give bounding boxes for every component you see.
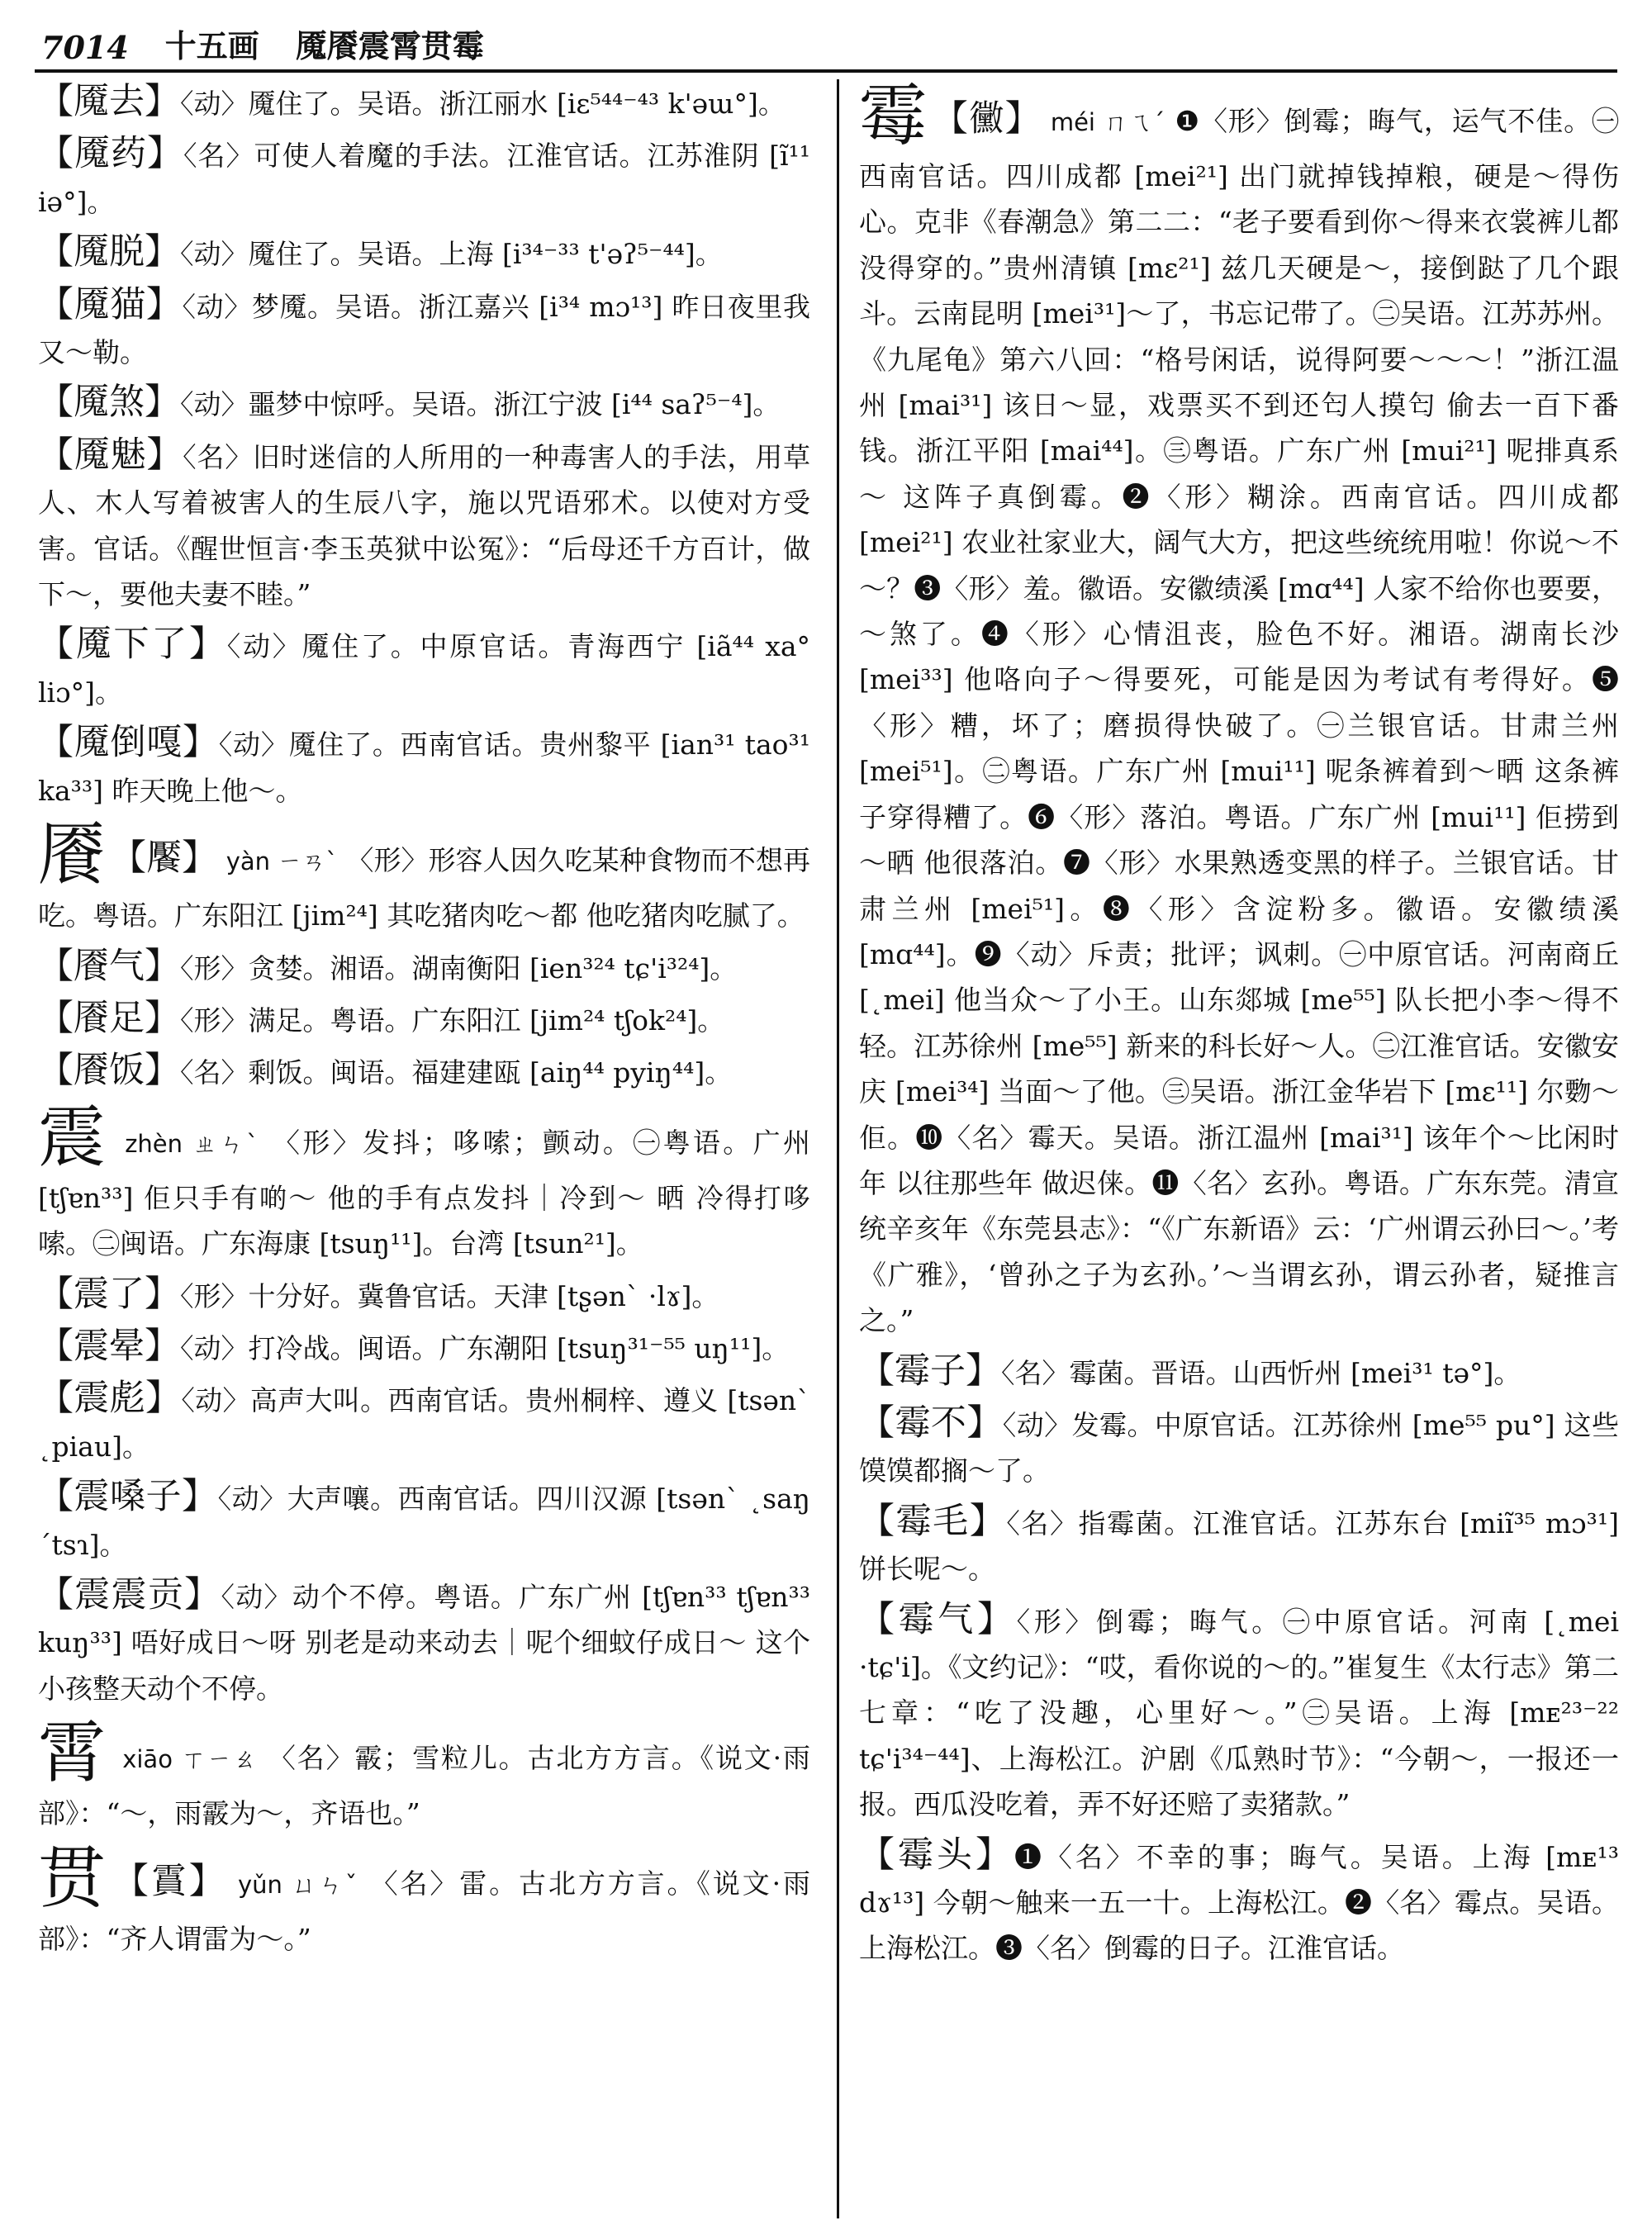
main-character: 贯 [38, 1839, 108, 1918]
character-entry [859, 79, 1619, 1344]
entry-text: 〈动〉魇住了。西南官话。贵州黎平 [ian³¹ tao³¹ ka³³] 昨天晚上他～。 [38, 728, 810, 807]
character-entry [38, 1098, 810, 1267]
entry-text: ❶〈形〉倒霉；晦气，运气不佳。㊀西南官话。四川成都 [mei²¹] 出门就掉钱掉粮，硬是～得伤心。克非《春潮急》第二二：“老子要看到你～得来衣裳裤儿都没得穿的。”贵州清镇 [mɛ²¹] 兹几天硬是～，接倒跶了几个跟斗。云南昆明 [mei³¹]～了，书忘记带了。㊁吴语。江苏苏州。《九尾龟》第六八回：“格号闲话，说得阿要～～～！”浙江温州 [mai³¹] 该日～显，戏票买不到还匄人摸匄 偷去一百下番钱。浙江平阳 [mai⁴⁴]。㊂粤语。广东广州 [mui²¹] 呢排真系～ 这阵子真倒霉。❷〈形〉糊涂。西南官话。四川成都 [mei²¹] 农业社家业大，阔气大方，把这些统统用啦！你说～不～？❸〈形〉羞。徽语。安徽绩溪 [mɑ⁴⁴] 人家不给你也要要，～煞了。❹〈形〉心情沮丧，脸色不好。湘语。湖南长沙 [mei³³] 他咯向子～得要死，可能是因为考试有考得好。❺〈形〉糟，坏了；磨损得快破了。㊀兰银官话。甘肃兰州 [mei⁵¹]。㊁粤语。广东广州 [mui¹¹] 呢条裤着到～晒 这条裤子穿得糟了。❻〈形〉落泊。粤语。广东广州 [mui¹¹] 佢捞到～晒 他很落泊。❼〈形〉水果熟透变黑的样子。兰银官话。甘肃兰州 [mei⁵¹]。❽〈形〉含淀粉多。徽语。安徽绩溪 [mɑ⁴⁴]。❾〈动〉斥责；批评；讽刺。㊀中原官话。河南商丘 [˛mei] 他当众～了小王。山东郯城 [me⁵⁵] 队长把小李～得不轻。江苏徐州 [me⁵⁵] 新来的科长好～人。㊁江淮官话。安徽安庆 [mei³⁴] 当面～了他。㊂吴语。浙江金华岩下 [mɛ¹¹] 尔覅～佢。❿〈名〉霉天。吴语。浙江温州 [mai³¹] 该年个～比闲时年 以往那些年 做迟俫。⓫〈名〉玄孙。粤语。广东东莞。清宣统辛亥年《东莞县志》：“《广东新语》云：‘广州谓云孙曰～。’考《广雅》，‘曾孙之子为玄孙。’～当谓玄孙，谓云孙者，疑推言之。” [859, 105, 1619, 1337]
entry-text: 〈名〉雷。古北方方言。《说文·雨部》：“齐人谓雷为～。” [38, 1867, 810, 1955]
entry-headword: 【餍气】 [38, 945, 180, 987]
entry [38, 1048, 810, 1095]
entry-headword: 【魇魅】 [38, 434, 183, 476]
entry-text: ❶〈名〉不幸的事；晦气。吴语。上海 [mᴇ¹³ dɤ¹³] 今朝～触来一五一十。上海松江。❷〈名〉霉点。吴语。上海松江。❸〈名〉倒霉的日子。江淮官话。 [859, 1840, 1619, 1965]
entry-text: 〈形〉贪婪。湘语。湖南衡阳 [ien³²⁴ tɕ'i³²⁴]。 [180, 951, 738, 985]
entry-headword: 【魇下了】 [38, 624, 227, 666]
page-number: 7014 [41, 29, 129, 66]
entry-text: 〈名〉指霉菌。江淮官话。江苏东台 [miĩ³⁵ mɔ³¹] 饼长呢～。 [859, 1506, 1619, 1586]
entry [38, 282, 810, 376]
column-divider [837, 79, 839, 2218]
entry-text: 〈形〉形容人因久吃某种食物而不想再吃。粤语。广东阳江 [jim²⁴] 其吃猪肉吃～都 他吃猪肉吃腻了。 [38, 844, 810, 932]
left-column [38, 79, 810, 2218]
entry-headword: 【霉毛】 [859, 1500, 1007, 1542]
entry-pinyin: yàn ㄧㄢˋ [225, 847, 338, 876]
entry-text: 〈名〉剩饭。闽语。福建建瓯 [aiŋ⁴⁴ pyiŋ⁴⁴]。 [180, 1056, 733, 1089]
entry-headword: 【魇去】 [38, 81, 180, 122]
entry-text: 〈形〉十分好。冀鲁官话。天津 [tʂənˋ ·lɤ]。 [180, 1279, 719, 1312]
entry [38, 1272, 810, 1319]
entry-text: 〈名〉霰；雪粒儿。古北方方言。《说文·雨部》：“～，雨霰为～，齐语也。” [38, 1742, 810, 1830]
entry-headword: 【震晕】 [38, 1325, 180, 1367]
entry-pinyin: xiāo ㄒㄧㄠ [122, 1745, 259, 1774]
entry-headword: 【餍足】 [38, 997, 180, 1039]
entry-headword: 【魇煞】 [38, 382, 180, 424]
entry [38, 622, 810, 715]
entry-text: 〈形〉倒霉；晦气。㊀中原官话。河南 [˛mei ·tɕ'i]。《文约记》：“哎，看你说的～的。”崔复生《太行志》第二七章：“吃了没趣，心里好～。”㊁吴语。上海 [mᴇ²³⁻²² tɕ'i³⁴⁻⁴⁴]、上海松江。沪剧《瓜熟时节》：“今朝～，一报还一报。西瓜没吃着，弄不好还赔了卖猪款。” [859, 1605, 1619, 1821]
entry-text: 〈动〉魇住了。中原官话。青海西宁 [iã⁴⁴ xa° liɔ°]。 [38, 630, 810, 709]
entry [859, 1597, 1619, 1828]
main-character: 霉 [859, 79, 928, 155]
right-column [859, 79, 1619, 2218]
character-entry [38, 1839, 810, 1962]
header-rule [35, 69, 1617, 73]
entry-text: 〈动〉魇住了。吴语。浙江丽水 [iɛ⁵⁴⁴⁻⁴³ k'əɯ°]。 [180, 88, 786, 120]
entry [38, 720, 810, 814]
entry [859, 1349, 1619, 1396]
entry-text: 〈名〉可使人着魔的手法。江淮官话。江苏淮阴 [ĩ¹¹ iə°]。 [38, 140, 810, 218]
entry-text: 〈动〉动个不停。粤语。广东广州 [tʃɐn³³ tʃɐn³³ kuŋ³³] 唔好成日～呀 别老是动来动去｜呢个细蚊仔成日～ 这个小孩整天动个不停。 [38, 1580, 810, 1705]
entry-headword: 【霉头】 [859, 1834, 1014, 1876]
entry-headword: 【霣】 [112, 1860, 227, 1902]
entry-headword: 【魇猫】 [38, 283, 183, 325]
entry-text: 〈名〉霉菌。晋语。山西忻州 [mei³¹ tə°]。 [1001, 1356, 1521, 1389]
entry [38, 1324, 810, 1371]
entry [859, 1401, 1619, 1494]
entry [38, 996, 810, 1043]
entry [38, 380, 810, 427]
entry [38, 433, 810, 618]
entry-headword: 【魇药】 [38, 133, 184, 175]
entry-text: 〈动〉噩梦中惊呼。吴语。浙江宁波 [i⁴⁴ saʔ⁵⁻⁴]。 [180, 388, 781, 421]
entry-text: 〈动〉高声大叫。西南官话。贵州桐梓、遵义 [tsənˋ ˛piau]。 [38, 1384, 810, 1463]
entry [38, 79, 810, 126]
entry-headword: 【霉气】 [859, 1598, 1017, 1640]
entry [859, 1833, 1619, 1971]
entry-text: 〈形〉满足。粤语。广东阳江 [jim²⁴ tʃok²⁴]。 [180, 1004, 725, 1037]
entry-headword: 【霉子】 [859, 1350, 1001, 1392]
entry-headword: 【震震贡】 [38, 1573, 221, 1616]
entry-headword: 【餍饭】 [38, 1050, 180, 1092]
entry-headword: 【震嗓子】 [38, 1476, 218, 1518]
entry-headword: 【震了】 [38, 1273, 180, 1315]
entry-text: 〈动〉发霉。中原官话。江苏徐州 [me⁵⁵ pu°] 这些馍馍都搁～了。 [859, 1408, 1619, 1487]
entry-headword: 【饜】 [111, 837, 218, 880]
entry-text: 〈动〉梦魇。吴语。浙江嘉兴 [i³⁴ mɔ¹³] 昨日夜里我又～勒。 [38, 290, 810, 369]
page-header [41, 18, 1611, 66]
entry-headword: 【魇脱】 [38, 231, 180, 273]
main-character: 餍 [38, 816, 107, 895]
entry [38, 944, 810, 991]
entry-text: 〈动〉打冷战。闽语。广东潮阳 [tsuŋ³¹⁻⁵⁵ uŋ¹¹]。 [180, 1331, 790, 1364]
entry [38, 1573, 810, 1711]
main-character: 霄 [38, 1714, 107, 1793]
entry-text: 〈名〉旧时迷信的人所用的一种毒害人的手法，用草人、木人写着被害人的生辰八字，施以咒语邪术。以使对方受害。官话。《醒世恒言·李玉英狱中讼冤》：“后母还千方百计，做下～，要他夫妻不睦。” [38, 440, 810, 611]
character-entry [38, 1716, 810, 1836]
entry [38, 131, 810, 225]
entry-text: 〈动〉大声嚷。西南官话。四川汉源 [tsənˋ ˛saŋ ˊtsɿ]。 [38, 1483, 810, 1561]
character-entry [38, 818, 810, 938]
entry [859, 1499, 1619, 1592]
entry-headword: 【霉不】 [859, 1402, 1003, 1444]
section-label: 十五画 [164, 27, 259, 64]
entry [38, 230, 810, 277]
header-chars: 魇餍震霄贯霉 [295, 27, 484, 64]
entry-headword: 【震彪】 [38, 1378, 182, 1420]
main-character: 震 [38, 1098, 109, 1177]
entry-pinyin: méi ㄇㄟˊ [1050, 108, 1166, 136]
entry-headword: 【魇倒嘎】 [38, 722, 219, 764]
entry-text: 〈动〉魇住了。吴语。上海 [i³⁴⁻³³ t'əʔ⁵⁻⁴⁴]。 [180, 238, 723, 271]
entry-pinyin: zhèn ㄓㄣˋ [125, 1129, 262, 1158]
entry [38, 1474, 810, 1568]
entry-pinyin: yǔn ㄩㄣˇ [237, 1870, 360, 1899]
entry-text: 〈形〉发抖；哆嗦；颤动。㊀粤语。广州 [tʃɐn³³] 佢只手有啲～ 他的手有点发抖｜冷到～ 晒 冷得打哆嗦。㊁闽语。广东海康 [tsuŋ¹¹]。台湾 [tsun²¹]。 [38, 1126, 810, 1260]
entry [38, 1376, 810, 1469]
entry-headword: 【黴】 [932, 98, 1042, 140]
